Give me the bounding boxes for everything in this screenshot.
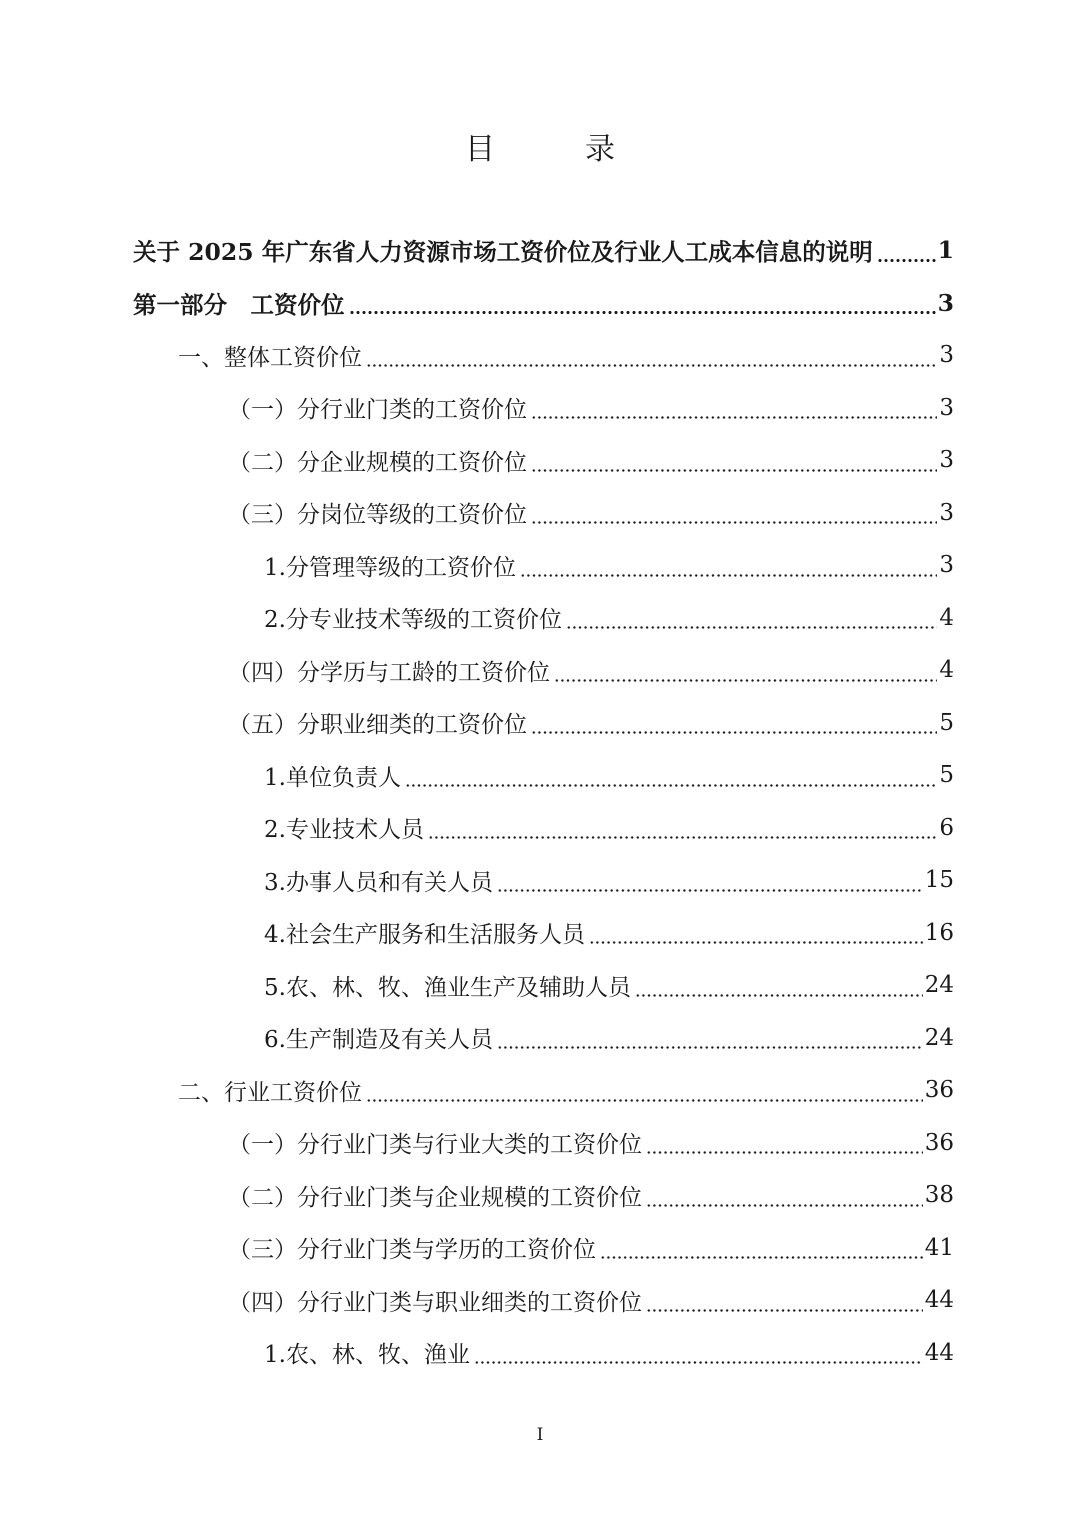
toc-entry-label: 6.生产制造及有关人员 (264, 1027, 493, 1054)
toc-entry-label: 1.分管理等级的工资价位 (264, 554, 516, 581)
toc-entry-page-number: 3 (937, 288, 954, 317)
toc-entry-page-number: 24 (924, 1024, 954, 1051)
toc-entry-page-number: 36 (924, 1129, 954, 1156)
toc-entry[interactable] (0, 854, 1080, 907)
toc-entry-page-number: 15 (924, 867, 954, 894)
dot-leader (405, 784, 937, 787)
toc-entry-label: （二）分行业门类与企业规模的工资价位 (228, 1184, 642, 1211)
toc-entry-page-number: 4 (939, 604, 954, 631)
toc-entry[interactable] (0, 644, 1080, 697)
toc-entry[interactable] (0, 802, 1080, 855)
toc-entry[interactable] (0, 1327, 1080, 1380)
toc-entry[interactable] (0, 1169, 1080, 1222)
dot-leader (600, 1256, 923, 1259)
dot-leader (877, 259, 936, 262)
dot-leader (520, 574, 937, 577)
toc-entry-page-number: 16 (924, 919, 954, 946)
toc-entry[interactable] (0, 434, 1080, 487)
toc-entry-label: （四）分学历与工龄的工资价位 (228, 659, 550, 686)
toc-entry-page-number: 3 (939, 447, 954, 474)
dot-leader (531, 416, 937, 419)
toc-entry-label: 5.农、林、牧、渔业生产及辅助人员 (264, 974, 631, 1001)
toc-entry[interactable] (0, 539, 1080, 592)
toc-entry-label: （三）分岗位等级的工资价位 (228, 502, 527, 529)
dot-leader (566, 626, 937, 629)
toc-entry-page-number: 24 (924, 972, 954, 999)
dot-leader (366, 1099, 923, 1102)
toc-entry-page-number: 44 (924, 1339, 954, 1366)
dot-leader (589, 941, 923, 944)
toc-entry-page-number: 1 (937, 236, 954, 265)
footer-page-number: I (536, 1425, 544, 1445)
toc-entry[interactable] (0, 907, 1080, 960)
toc-entry[interactable] (0, 1064, 1080, 1117)
toc-entry[interactable] (0, 224, 1080, 277)
toc-entry[interactable] (0, 697, 1080, 750)
toc-entry-label: 3.办事人员和有关人员 (264, 869, 493, 896)
toc-entry-label: （五）分职业细类的工资价位 (228, 712, 527, 739)
toc-entry[interactable] (0, 487, 1080, 540)
toc-entry-page-number: 5 (939, 762, 954, 789)
dot-leader (474, 1361, 923, 1364)
toc-entry[interactable] (0, 277, 1080, 330)
toc-entry-label: （四）分行业门类与职业细类的工资价位 (228, 1289, 642, 1316)
toc-entry[interactable] (0, 382, 1080, 435)
toc-entry-page-number: 5 (939, 709, 954, 736)
toc-entry-page-number: 3 (939, 499, 954, 526)
dot-leader (635, 994, 923, 997)
toc-entry[interactable] (0, 1274, 1080, 1327)
toc-entry-label: 第一部分 工资价位 (133, 290, 345, 319)
toc-entry-page-number: 36 (924, 1077, 954, 1104)
toc-entry-page-number: 6 (939, 814, 954, 841)
dot-leader (646, 1309, 923, 1312)
toc-entry-label: 1.单位负责人 (264, 764, 401, 791)
toc-entry-label: 二、行业工资价位 (178, 1079, 362, 1106)
toc-entry[interactable] (0, 592, 1080, 645)
dot-leader (646, 1151, 923, 1154)
dot-leader (554, 679, 937, 682)
toc-entry-label: （一）分行业门类与行业大类的工资价位 (228, 1132, 642, 1159)
dot-leader (646, 1204, 923, 1207)
toc-entry-page-number: 3 (939, 342, 954, 369)
toc-entry[interactable] (0, 1012, 1080, 1065)
toc-entry[interactable] (0, 1222, 1080, 1275)
toc-entry-label: （三）分行业门类与学历的工资价位 (228, 1237, 596, 1264)
toc-entry[interactable] (0, 959, 1080, 1012)
table-of-contents (0, 224, 1080, 1379)
toc-entry-label: 关于 2025 年广东省人力资源市场工资价位及行业人工成本信息的说明 (133, 238, 873, 267)
toc-entry-label: 一、整体工资价位 (178, 344, 362, 371)
toc-entry[interactable] (0, 329, 1080, 382)
dot-leader (428, 836, 937, 839)
dot-leader (531, 731, 937, 734)
dot-leader (497, 889, 923, 892)
toc-entry[interactable] (0, 749, 1080, 802)
toc-entry-label: （一）分行业门类的工资价位 (228, 397, 527, 424)
toc-entry-label: （二）分企业规模的工资价位 (228, 449, 527, 476)
dot-leader (531, 469, 937, 472)
dot-leader (531, 521, 937, 524)
toc-entry-label: 1.农、林、牧、渔业 (264, 1342, 470, 1369)
toc-entry-page-number: 3 (939, 394, 954, 421)
toc-entry-label: 4.社会生产服务和生活服务人员 (264, 922, 585, 949)
toc-entry-page-number: 44 (924, 1287, 954, 1314)
dot-leader (497, 1046, 923, 1049)
dot-leader (349, 311, 936, 314)
toc-entry-label: 2.专业技术人员 (264, 817, 424, 844)
toc-entry-page-number: 38 (924, 1182, 954, 1209)
dot-leader (366, 364, 937, 367)
toc-entry-page-number: 3 (939, 552, 954, 579)
page-title: 目 录 (465, 132, 645, 167)
toc-entry[interactable] (0, 1117, 1080, 1170)
toc-entry-page-number: 41 (924, 1234, 954, 1261)
toc-entry-page-number: 4 (939, 657, 954, 684)
toc-entry-label: 2.分专业技术等级的工资价位 (264, 607, 562, 634)
